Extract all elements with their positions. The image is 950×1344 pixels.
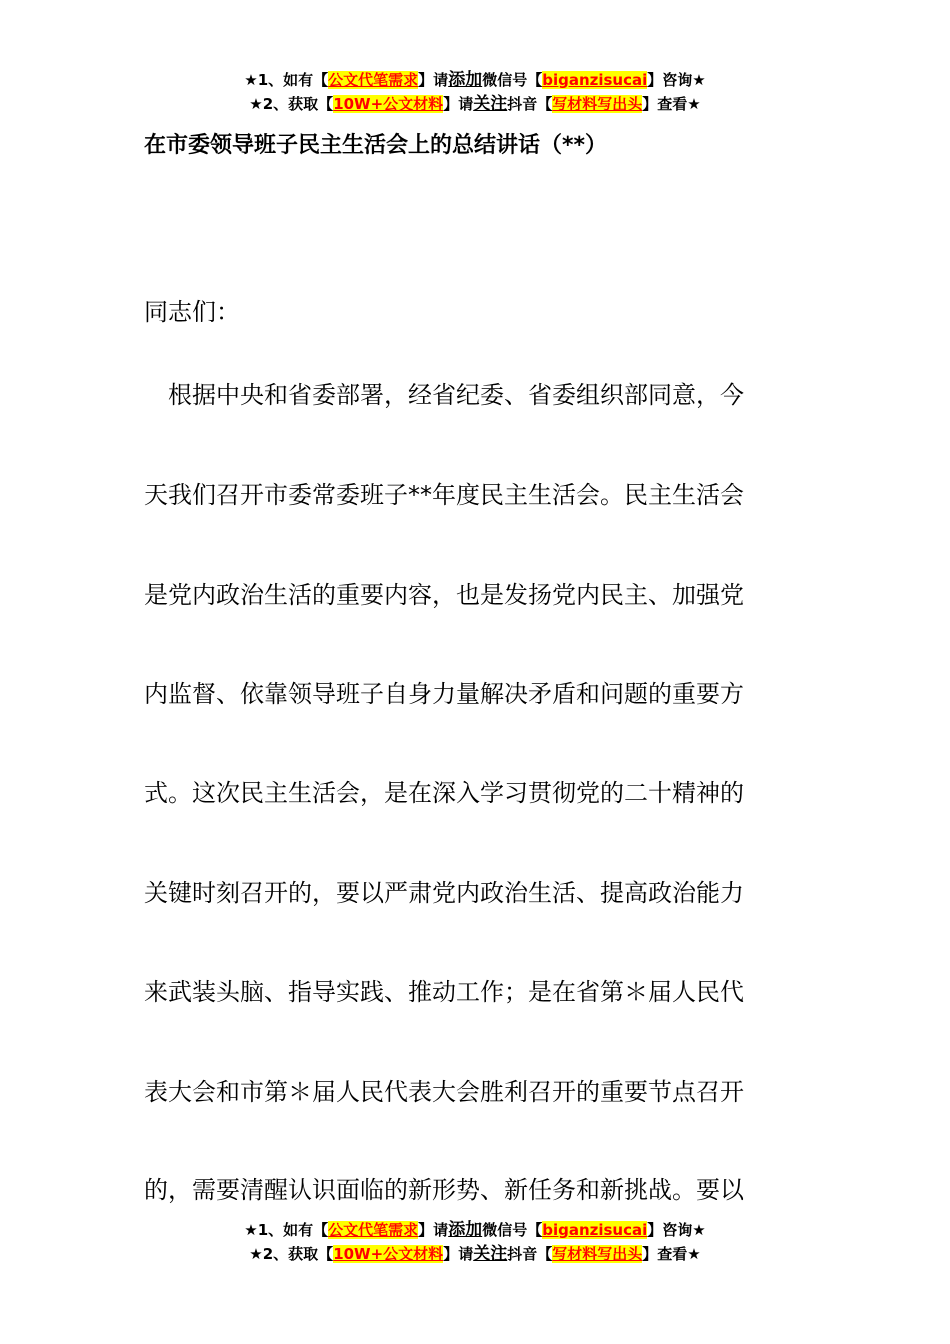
- banner-highlight: 公文代笔需求: [328, 71, 419, 89]
- paragraph-line: 的，需要清醒认识面临的新形势、新任务和新挑战。要以: [144, 1176, 744, 1204]
- banner-highlight: biganzisucai: [542, 71, 648, 89]
- paragraph-line: 是党内政治生活的重要内容，也是发扬党内民主、加强党: [144, 581, 744, 609]
- paragraph-line: 根据中央和省委部署，经省纪委、省委组织部同意，今: [144, 381, 744, 409]
- banner-highlight: 写材料写出头: [552, 1245, 643, 1263]
- salutation: 同志们：: [144, 298, 240, 326]
- bottom-banner: [0, 1218, 950, 1266]
- paragraph-line: 天我们召开市委常委班子**年度民主生活会。民主生活会: [144, 481, 744, 509]
- banner-line-1: ★1、如有【公文代笔需求】请添加微信号【biganzisucai】咨询★: [244, 70, 706, 90]
- paragraph-line: 式。这次民主生活会，是在深入学习贯彻党的二十精神的: [144, 779, 744, 807]
- banner-line-1: ★1、如有【公文代笔需求】请添加微信号【biganzisucai】咨询★: [244, 1220, 706, 1240]
- banner-highlight: 公文代笔需求: [328, 1221, 419, 1239]
- banner-line-2: ★2、获取【10W+公文材料】请关注抖音【写材料写出头】查看★: [249, 94, 701, 114]
- paragraph-line: 关键时刻召开的，要以严肃党内政治生活、提高政治能力: [144, 879, 744, 907]
- banner-highlight: 10W+公文材料: [333, 95, 444, 113]
- banner-line-2: ★2、获取【10W+公文材料】请关注抖音【写材料写出头】查看★: [249, 1244, 701, 1264]
- banner-highlight: 写材料写出头: [552, 95, 643, 113]
- top-banner: [0, 68, 950, 116]
- banner-highlight: 10W+公文材料: [333, 1245, 444, 1263]
- paragraph-line: 内监督、依靠领导班子自身力量解决矛盾和问题的重要方: [144, 680, 744, 708]
- paragraph-line: 来武装头脑、指导实践、推动工作；是在省第＊届人民代: [144, 978, 744, 1006]
- paragraph-line: 表大会和市第＊届人民代表大会胜利召开的重要节点召开: [144, 1078, 744, 1106]
- document-title: 在市委领导班子民主生活会上的总结讲话（**）: [144, 133, 608, 158]
- banner-highlight: biganzisucai: [542, 1221, 648, 1239]
